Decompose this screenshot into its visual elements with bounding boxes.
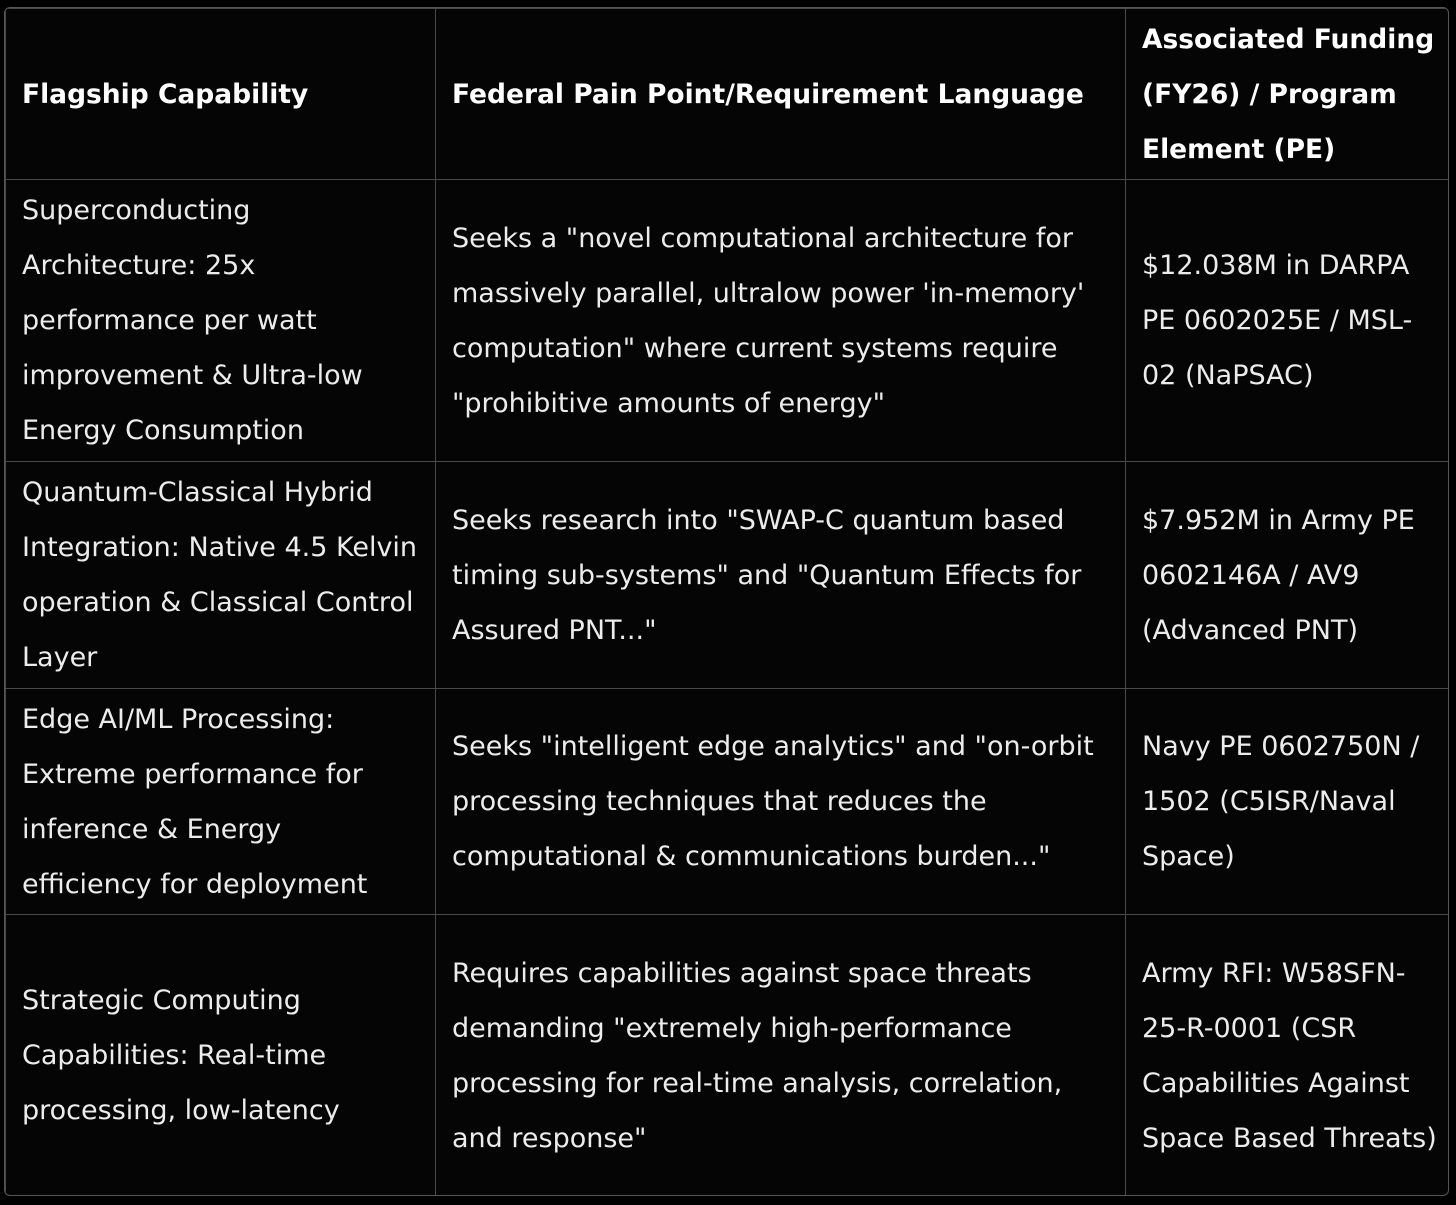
cell-requirement: Requires capabilities against space threats demanding "extremely high-performance processing for real-time analysis, correlation, and response"	[436, 915, 1126, 1197]
header-flagship-capability: Flagship Capability	[6, 9, 436, 180]
cell-funding: Army RFI: W58SFN-25-R-0001 (CSR Capabilities Against Space Based Threats)	[1126, 915, 1449, 1197]
table-row	[6, 689, 1449, 915]
table-row	[6, 462, 1449, 689]
table-header-row	[6, 9, 1449, 180]
cell-requirement: Seeks a "novel computational architecture for massively parallel, ultralow power 'in-memory' computation" where current systems require "prohibitive amounts of energy"	[436, 180, 1126, 462]
header-associated-funding: Associated Funding (FY26) / Program Element (PE)	[1126, 9, 1449, 180]
cell-capability: Edge AI/ML Processing: Extreme performance for inference & Energy efficiency for deployment	[6, 689, 436, 915]
cell-funding: Navy PE 0602750N / 1502 (C5ISR/Naval Space)	[1126, 689, 1449, 915]
table-row	[6, 915, 1449, 1197]
table-row	[6, 180, 1449, 462]
header-federal-pain-point: Federal Pain Point/Requirement Language	[436, 9, 1126, 180]
cell-funding: $12.038M in DARPA PE 0602025E / MSL-02 (NaPSAC)	[1126, 180, 1449, 462]
cell-requirement: Seeks research into "SWAP-C quantum based timing sub-systems" and "Quantum Effects for Assured PNT..."	[436, 462, 1126, 689]
cell-capability: Quantum-Classical Hybrid Integration: Native 4.5 Kelvin operation & Classical Control Layer	[6, 462, 436, 689]
cell-funding: $7.952M in Army PE 0602146A / AV9 (Advanced PNT)	[1126, 462, 1449, 689]
cell-capability: Superconducting Architecture: 25x performance per watt improvement & Ultra-low Energy Consumption	[6, 180, 436, 462]
cell-capability: Strategic Computing Capabilities: Real-time processing, low-latency	[6, 915, 436, 1197]
capability-funding-table	[5, 8, 1449, 1196]
capability-table-container	[4, 7, 1449, 1196]
cell-requirement: Seeks "intelligent edge analytics" and "on-orbit processing techniques that reduces the computational & communications burden..."	[436, 689, 1126, 915]
